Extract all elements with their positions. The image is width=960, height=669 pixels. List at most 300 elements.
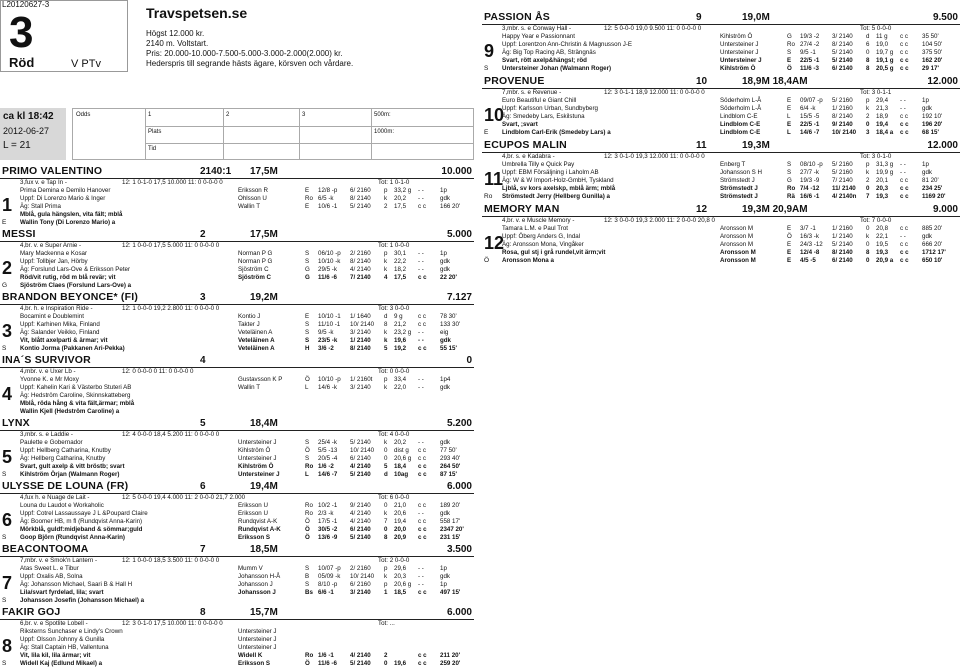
record-cell-a: Goop Björn (Rundqvist Anna-Karin) [20,534,125,541]
record-cell-h: - - [418,439,424,446]
record-cell-g: 29,4 [876,97,889,104]
record-cell-i: 1p [440,581,447,588]
horse-name: ULYSSE DE LOUNA (FR) [2,480,129,492]
horse-entry [0,355,474,417]
record-cell-e: 6/ 2140 [350,455,371,462]
record-cell-b: Lindblom C-E [720,113,758,120]
record-cell-b: Untersteiner J [238,455,277,462]
result-table [72,108,474,160]
horse-prize: 6.000 [446,607,472,618]
record-cell-e: 8/ 2140 [832,249,853,256]
record-cell-a: Rosa, gul stj i grå rundel,vit ärm;vit [502,249,606,256]
record-cell-d: 19/3 -9 [800,177,820,184]
record-cell-a: Uppf: Tollbjer Jan, Hörby [20,258,88,265]
record-cell-i: gdk [440,439,450,446]
record-cell-h: c c [418,589,427,596]
horse-total: Tot: 7 0-0-0 [860,217,892,224]
track-code: S [2,345,7,352]
info-line: 2140 m. Voltstart. [146,39,209,48]
record-cell-d: 17/5 -1 [318,518,338,525]
record-cell-e: 5/ 2140 [350,471,371,478]
horse-entry [0,418,474,480]
record-cell-d: 20/5 -4 [318,455,338,462]
record-cell-h: c c [900,177,908,184]
record-cell-c: L [305,384,309,391]
record-cell-f: k [384,573,388,580]
record-cell-d: 23/5 -k [318,337,338,344]
record-cell-i: gdk [922,105,932,112]
horse-distance: 2 [200,229,206,240]
record-cell-g: 20,2 [394,439,407,446]
horse-stats: 12: 1 0-0-0 17,5 5.000 11: 0 0-0-0 0 [122,242,220,249]
record-cell-a: Äg: Hellberg Catharina, Knutby [20,455,106,462]
record-cell-f: k [384,439,388,446]
horse-entry [482,12,960,74]
record-cell-f: 0 [384,455,388,462]
record-cell-h: - - [900,105,906,112]
record-cell-c: Ö [305,534,310,541]
record-cell-e: 1/ 2140 [832,233,853,240]
record-cell-f: p [384,250,388,257]
record-cell-h: c c [900,225,908,232]
record-cell-e: 2/ 2160 [350,250,371,257]
record-cell-e: 9/ 2140 [350,502,371,509]
record-cell-h: c c [418,518,426,525]
start-record-row [20,220,474,228]
record-cell-h: c c [900,33,908,40]
record-cell-b: Johansson J [238,581,273,588]
horse-stats: 12: 5 0-0-0 19,0 9.500 11: 0 0-0-0 0 [604,25,702,32]
record-cell-i: gdk [440,384,450,391]
record-cell-a: Uppf: Karhinen Mika, Finland [20,321,100,328]
record-cell-b: Enberg T [720,161,746,168]
tid-label: Tid [148,146,157,152]
track-code: E [2,219,7,226]
record-cell-c: E [787,241,792,248]
record-cell-f: 2 [866,113,870,120]
record-cell-c: G [787,33,792,40]
record-cell-c: E [787,225,792,232]
record-cell-d: 05/09 -k [318,573,341,580]
horse-entry [0,544,474,606]
record-cell-e: 4/ 2140 [350,463,371,470]
start-number: 3 [2,321,13,341]
horse-pedigree: 4,fux h. e Nuage de Lait - [20,494,90,501]
record-cell-i: 885 20' [922,225,943,232]
record-cell-d: 27/7 -k [800,169,819,176]
record-cell-c: Rä [787,193,795,200]
horse-record: 19,4M [250,481,278,492]
record-cell-c: S [305,581,310,588]
record-cell-b: Eriksson U [238,510,268,517]
horse-stats: 12: 5 0-0-0 19,4 4.000 11: 2 0-0-0 21,7 2.000 [122,494,246,501]
record-cell-a: Lila/svart fyrdelad, lila; svart [20,589,104,596]
record-cell-i: gdk [440,195,450,202]
record-cell-f: 5 [384,463,388,470]
record-cell-i: 22 20' [440,274,457,281]
record-cell-i: 293 40' [440,455,461,462]
record-cell-b: Aronsson M [720,257,756,264]
record-cell-g: 19,9 g [876,169,894,176]
horse-stats: 12: 3 0-0-0 19,3 2.000 11: 2 0-0-0 20,8 0 [604,217,715,224]
record-cell-h: - - [418,573,424,580]
record-cell-c: Ö [305,447,310,454]
record-cell-i: gdk [922,233,932,240]
record-cell-d: 12/8 -p [318,187,338,194]
record-cell-b: Veteläinen A [238,345,275,352]
horse-prize: 6.000 [446,481,472,492]
record-cell-e: 4/ 2140n [832,193,857,200]
record-cell-d: 08/10 -p [800,161,823,168]
record-cell-e: 8/ 2140 [832,113,853,120]
record-cell-f: p [384,376,388,383]
record-cell-h: c c [900,49,908,56]
record-cell-h: - - [418,187,424,194]
start-record-row [20,409,474,417]
horse-record: 17,5M [250,166,278,177]
horse-pedigree: 4,br. s. e Kadabra - [502,153,555,160]
record-cell-h: - - [418,384,424,391]
record-cell-h: - - [900,233,906,240]
start-number: 8 [2,636,13,656]
record-cell-g: 29,6 [394,565,407,572]
record-cell-a: Louna du Laudot e Workaholic [20,502,104,509]
record-cell-a: Vit, blått axelparti & ärmar; vit [20,337,108,344]
record-cell-d: 8/10 -p [318,581,338,588]
record-cell-f: p [866,161,870,168]
record-cell-b: Söderholm L-Å [720,97,762,104]
record-cell-e: 4/ 2140 [350,266,371,273]
horse-pedigree: 7,mbr. v. e Smok'n Lantern - [20,557,98,564]
race-type: Röd [9,55,35,70]
horse-record: 19,3M [742,140,770,151]
record-cell-a: Äg: Forslund Lars-Ove & Eriksson Peter [20,266,131,273]
horse-prize: 10.000 [441,166,472,177]
record-cell-c: S [305,321,310,328]
horse-prize: 0 [466,355,472,366]
record-cell-a: Svart, ;svart [502,121,538,128]
track-code: Ö [484,257,490,264]
horse-prize: 12.000 [927,140,958,151]
horse-entry [0,166,474,228]
record-cell-c: E [305,203,310,210]
record-cell-i: 189 20' [440,502,461,509]
start-number: 1 [2,195,13,215]
record-cell-f: 8 [866,57,870,64]
record-cell-i: 104 50' [922,41,943,48]
record-cell-e: 5/ 2160 [832,97,853,104]
record-cell-g: 23,2 g [394,329,412,336]
record-cell-g: 19,6 [394,337,407,344]
record-cell-a: Uppf: EBM Försäljning i Laholm AB [502,169,599,176]
record-cell-h: - - [418,329,424,336]
record-cell-h: - - [418,195,424,202]
record-cell-e: 3/ 2140 [832,33,853,40]
record-cell-i: 1169 20' [922,193,946,200]
record-cell-d: 10/2 -1 [318,502,338,509]
record-cell-e: 5/ 2140 [350,660,371,667]
record-cell-c: Ö [305,376,310,383]
record-cell-b: Lindblom C-E [720,129,761,136]
record-cell-a: Uppf: Lorentzon Ann-Christin & Magnusson J-E [502,41,633,48]
record-cell-g: 19,4 [876,121,889,128]
record-cell-d: 10/10 -1 [318,313,341,320]
record-cell-c: Ö [305,518,310,525]
record-cell-f: p [384,581,388,588]
record-cell-a: Äg: Hedström Caroline, Skinnskatteberg [20,392,131,399]
record-cell-f: p [866,97,870,104]
record-cell-f: 7 [384,518,388,525]
record-cell-b: Wallin T [238,203,261,210]
record-cell-g: 20,2 [394,195,407,202]
horse-total: Tot: 1 0-1-0 [378,179,410,186]
record-cell-b: Ohlsson U [238,195,267,202]
record-cell-a: Äg: Big Top Racing AB, Strängnäs [502,49,596,56]
record-cell-g: 17,5 [394,203,407,210]
record-cell-i: 68 15' [922,129,939,136]
horse-pedigree: 3,fux v. e Tap In - [20,179,67,186]
record-cell-e: 4/ 2140 [350,510,371,517]
record-cell-h: c c [418,534,427,541]
record-cell-g: 30,1 [394,250,407,257]
record-cell-d: 1/6 -1 [318,652,334,659]
record-cell-a: Johansson Josefin (Johansson Michael) a [20,597,145,604]
horse-record: 19,0M [742,12,770,23]
horse-name: BEACONTOOMA [2,543,89,555]
record-cell-f: p [384,565,388,572]
record-cell-f: 8 [384,321,388,328]
start-record-row [502,194,956,202]
horse-total: Tot: 3 0-1-0 [860,153,892,160]
start-record-row [502,258,956,266]
record-cell-d: 09/07 -p [800,97,823,104]
record-cell-f: 1 [384,589,388,596]
record-cell-d: 22/5 -1 [800,57,820,64]
horse-stats: 12: 3 0-1-0 19,3 12.000 11: 0 0-0-0 0 [604,153,705,160]
record-cell-h: c c [900,65,909,72]
start-record-row [20,661,474,669]
record-cell-c: Ö [305,526,310,533]
horse-record: 18,4M [250,418,278,429]
horse-entry [0,292,474,354]
start-number: 11 [484,169,504,189]
record-cell-a: Äg: Salander Veikko, Finland [20,329,100,336]
record-cell-d: 4/5 -5 [800,257,816,264]
record-cell-e: 11/ 2140 [832,185,856,192]
record-cell-b: Sjöström C [238,274,272,281]
record-cell-g: 20,8 [876,225,889,232]
record-cell-h: c c [900,129,909,136]
horse-name: PASSION ÅS [484,11,550,23]
record-cell-i: gdk [440,510,450,517]
horse-name: INA´S SURVIVOR [2,354,91,366]
record-cell-g: 20,3 [876,185,889,192]
record-cell-b: Veteläinen A [238,337,275,344]
record-cell-d: 5/5 -13 [318,447,338,454]
record-cell-d: 6/4 -k [800,105,816,112]
record-cell-g: 21,3 [876,105,889,112]
record-cell-a: Wallin Tony (Di Lorenzo Mario) a [20,219,116,226]
record-cell-f: k [384,258,388,265]
record-cell-g: 31,3 g [876,161,894,168]
record-cell-b: Untersteiner J [238,439,277,446]
record-cell-a: Prima Demina e Demilo Hanover [20,187,111,194]
record-cell-h: c c [900,241,908,248]
horse-distance: 7 [200,544,206,555]
track-code: S [484,65,489,72]
start-number: 6 [2,510,13,530]
record-cell-c: S [305,329,310,336]
horse-record: 19,2M [250,292,278,303]
horse-distance: 5 [200,418,206,429]
record-cell-a: Aronsson Mona a [502,257,554,264]
record-cell-c: S [787,161,792,168]
record-cell-i: eig [440,329,449,336]
horse-total: Tot: 2 0-0-0 [378,557,410,564]
record-cell-h: - - [418,250,424,257]
record-cell-a: Äg: W & W Import-Holz-GmbH, Tyskland [502,177,614,184]
record-cell-a: Uppf: Olsson Johnny & Gunilla [20,636,105,643]
horse-total: Tot: 3 0-1-1 [860,89,892,96]
record-cell-h: c c [900,249,909,256]
record-cell-b: Wallin T [238,384,261,391]
record-cell-g: 20,3 [394,573,407,580]
record-cell-h: c c [418,345,427,352]
record-cell-e: 10/ 2140 [350,447,375,454]
record-cell-h: c c [418,455,426,462]
horse-distance: 9 [696,12,702,23]
record-cell-c: L [305,471,309,478]
start-number: 5 [2,447,13,467]
record-cell-g: 10ag [394,471,409,478]
record-cell-i: gdk [440,266,450,273]
start-record-row [20,598,474,606]
record-cell-b: Norman P G [238,258,273,265]
horse-name: MEMORY MAN [484,203,560,215]
horse-pedigree: 7,mbr. s. e Revenue - [502,89,562,96]
track-code: S [2,471,7,478]
record-cell-i: 259 20' [440,660,461,667]
record-cell-a: Äg: Johansson Michael, Saari B & Hall H [20,581,133,588]
race-title: Travspetsen.se [146,5,248,21]
record-cell-g: 33,4 [394,376,407,383]
record-cell-i: 81 20' [922,177,939,184]
record-cell-b: Kihlström Ö [238,447,271,454]
record-cell-e: 1/ 2160 [832,105,853,112]
record-cell-a: Sjöström Claes (Forslund Lars-Ove) a [20,282,132,289]
record-cell-i: 650 10' [922,257,943,264]
record-cell-d: 14/6 -k [318,384,337,391]
record-cell-a: Äg: Boomer HB, m fl (Rundqvist Anna-Karin) [20,518,143,525]
record-cell-e: 3/ 2140 [350,589,371,596]
col-2: 2 [226,112,230,118]
record-cell-a: Paulette e Gobernador [20,439,83,446]
record-cell-f: 5 [384,345,388,352]
horse-total: Tot: 1 0-0-0 [378,242,410,249]
record-cell-b: Strömstedt J [720,193,758,200]
horse-prize: 12.000 [927,76,958,87]
record-cell-e: 10/ 2140 [350,321,375,328]
record-cell-c: G [305,266,310,273]
horse-prize: 3.500 [446,544,472,555]
record-cell-c: S [305,250,310,257]
record-cell-e: 3/ 2140 [350,384,371,391]
record-cell-b: Takter J [238,321,260,328]
record-cell-a: Lindblom Carl-Erik (Smedeby Lars) a [502,129,611,136]
record-cell-i: 35 50' [922,33,939,40]
record-cell-i: 1p4 [440,376,451,383]
horse-name: PRIMO VALENTINO [2,165,103,177]
record-cell-e: 5/ 2160 [832,161,853,168]
record-cell-h: c c [418,313,426,320]
record-cell-a: Äg: Stall Prima [20,203,61,210]
record-cell-g: 19,6 [394,660,407,667]
record-cell-e: 3/ 2140 [350,329,371,336]
horse-pedigree: 6,br. v. e Spotlite Lobell - [20,620,88,627]
horse-total: Tot: 4 0-0-0 [378,431,410,438]
record-cell-e: 6/ 2140 [832,65,853,72]
record-cell-a: Svart, rött axelp&hängsl; röd [502,57,587,64]
horse-entry [482,140,960,202]
record-cell-f: d [384,313,388,320]
record-cell-e: 1/ 2140 [350,337,371,344]
horse-entry [482,76,960,138]
m1000-label: 1000m: [374,129,395,135]
record-cell-i: gdk [440,258,450,265]
horse-entry [0,607,474,669]
start-number: 4 [2,384,13,404]
record-cell-g: 20,5 g [876,65,894,72]
record-cell-i: 133 30' [440,321,461,328]
record-cell-c: E [787,121,792,128]
record-cell-f: d [384,471,388,478]
record-cell-f: 0 [384,526,388,533]
horse-distance: 2140:1 [200,166,232,177]
record-cell-a: Tamara L.M. e Paul Trot [502,225,569,232]
record-cell-i: 1p [922,161,929,168]
record-cell-c: Ro [787,41,795,48]
record-cell-i: 231 15' [440,534,461,541]
record-cell-b: Mumm V [238,565,263,572]
record-cell-b: Veteläinen A [238,329,273,336]
record-cell-g: 22,1 [876,233,889,240]
col-1: 1 [148,112,152,118]
horse-pedigree: 4,mbr. v. e Uxer Lb - [20,368,76,375]
record-cell-e: 1/ 2160 [832,225,853,232]
record-cell-i: 375 50' [922,49,943,56]
record-cell-a: Riksterns Sunchaser e Lindy's Crown [20,628,123,635]
record-cell-g: 18,4 a [876,129,894,136]
info-line: Högst 12.000 kr. [146,29,205,38]
record-cell-d: 10/07 -p [318,565,341,572]
record-cell-g: 20,6 g [394,581,412,588]
start-number: 7 [2,573,13,593]
horse-prize: 9.000 [932,204,958,215]
record-cell-g: 20,9 a [876,257,894,264]
record-cell-i: 1p [922,97,929,104]
horse-pedigree: 3,mbr. s. e Conway Hall - [502,25,572,32]
record-cell-a: Untersteiner Johan (Walmann Roger) [502,65,612,72]
horse-name: LYNX [2,417,30,429]
record-cell-f: k [384,266,388,273]
record-cell-b: Lindblom C-E [720,121,761,128]
record-cell-g: 19,7 g [876,49,894,56]
record-cell-h: - - [418,266,424,273]
record-cell-g: 18,5 [394,589,407,596]
record-cell-b: Kontio J [238,313,261,320]
record-cell-b: Sjöström C [238,266,269,273]
horse-name: MESSI [2,228,36,240]
